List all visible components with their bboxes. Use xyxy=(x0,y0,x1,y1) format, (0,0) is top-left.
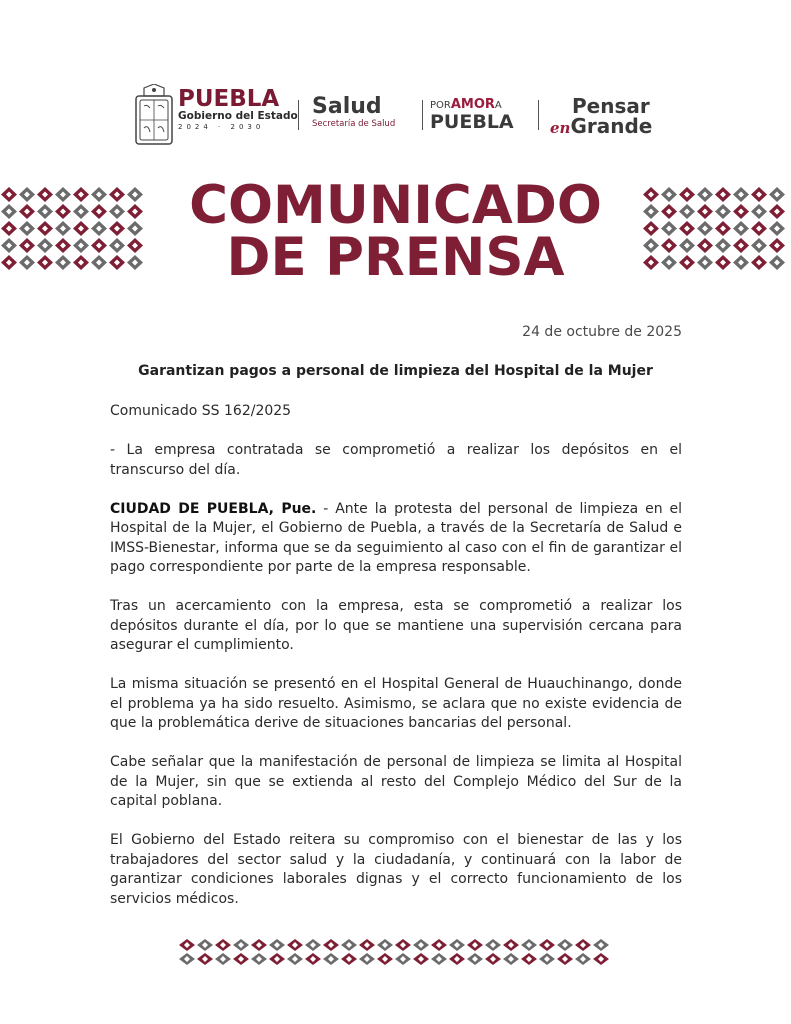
document-body xyxy=(110,402,682,929)
pattern-motif xyxy=(557,953,573,965)
pattern-motif xyxy=(467,953,483,965)
puebla-logo xyxy=(178,88,298,132)
pattern-motif xyxy=(305,939,321,951)
pattern-motif xyxy=(269,939,285,951)
por-amor-a-puebla-logo xyxy=(430,98,514,132)
pattern-motif xyxy=(503,939,519,951)
header-logos xyxy=(130,80,670,150)
pattern-motif xyxy=(539,939,555,951)
title-line1: COMUNICADO xyxy=(189,175,602,236)
pattern-motif xyxy=(521,953,537,965)
pattern-motif xyxy=(575,953,591,965)
puebla-logo-years: 2024 · 2030 xyxy=(178,123,265,131)
pattern-motif xyxy=(215,939,231,951)
puebla-logo-subtitle: Gobierno del Estado xyxy=(178,110,298,122)
pattern-motif xyxy=(431,939,447,951)
pattern-motif xyxy=(503,953,519,965)
summary-bullet: - La empresa contratada se comprometió a realizar los depósitos en el transcurso del día. xyxy=(110,442,682,478)
dateline: CIUDAD DE PUEBLA, Pue. xyxy=(110,500,317,517)
pattern-motif xyxy=(323,953,339,965)
pattern-motif xyxy=(431,953,447,965)
pattern-motif xyxy=(413,953,429,965)
pattern-motif xyxy=(593,953,609,965)
paragraph-4: Cabe señalar que la manifestación de personal de limpieza se limita al Hospital de la Mujer, sin que se extienda al resto del Complejo Médico del Sur de la capital poblana. xyxy=(110,754,682,809)
pattern-motif xyxy=(377,953,393,965)
pensar-line1: Pensar xyxy=(572,94,650,118)
pattern-motif xyxy=(269,953,285,965)
pattern-motif xyxy=(485,939,501,951)
pattern-motif xyxy=(215,953,231,965)
pattern-motif xyxy=(413,939,429,951)
paragraph-1-text: - Ante la protesta del personal de limpieza en el Hospital de la Mujer, el Gobierno de Puebla, a través de la Secretaría de Salud e IMSS-Bienestar, informa que se da seguimiento al caso con el fin de garantizar el pago correspondiente por parte de la empresa responsable. xyxy=(110,500,682,575)
pattern-motif xyxy=(575,939,591,951)
pattern-motif xyxy=(341,953,357,965)
title-line2: DE PRENSA xyxy=(226,227,565,288)
pattern-motif xyxy=(179,939,195,951)
pattern-motif xyxy=(233,939,249,951)
paragraph-2: Tras un acercamiento con la empresa, esta se comprometió a realizar los depósitos durante el día, por lo que se mantiene una supervisión cercana para asegurar el cumplimiento. xyxy=(110,598,682,653)
pattern-motif xyxy=(251,939,267,951)
pattern-motif xyxy=(251,953,267,965)
pattern-motif xyxy=(287,939,303,951)
salud-logo xyxy=(312,96,395,130)
pattern-motif xyxy=(359,939,375,951)
puebla-logo-title: PUEBLA xyxy=(178,86,280,112)
pattern-motif xyxy=(395,939,411,951)
salud-logo-subtitle: Secretaría de Salud xyxy=(312,119,396,129)
logo-divider xyxy=(298,100,299,130)
paragraph-3: La misma situación se presentó en el Hospital General de Huauchinango, donde el problema ya ha sido resuelto. Asimismo, se aclara que no existe evidencia de que la problemática derive de situaciones bancarias del personal. xyxy=(110,676,682,731)
pattern-motif xyxy=(179,953,195,965)
headline: Garantizan pagos a personal de limpieza del Hospital de la Mujer xyxy=(138,363,653,379)
decorative-pattern-bottom xyxy=(178,938,614,966)
pensar-en-grande-logo xyxy=(550,96,652,138)
pattern-motif xyxy=(557,939,573,951)
pattern-motif xyxy=(359,953,375,965)
pattern-motif xyxy=(233,953,249,965)
pattern-motif xyxy=(395,953,411,965)
amor-accent: AMOR xyxy=(450,97,495,112)
pattern-motif xyxy=(197,939,213,951)
press-release-title xyxy=(0,175,791,288)
pattern-motif xyxy=(197,953,213,965)
pattern-motif xyxy=(449,939,465,951)
pattern-motif xyxy=(287,953,303,965)
pattern-motif xyxy=(377,939,393,951)
pattern-motif xyxy=(305,953,321,965)
amor-suffix: A xyxy=(494,100,502,111)
pattern-motif xyxy=(449,953,465,965)
pattern-motif xyxy=(323,939,339,951)
pattern-motif xyxy=(539,953,555,965)
pattern-motif xyxy=(485,953,501,965)
logo-divider xyxy=(422,100,423,130)
pattern-motif xyxy=(521,939,537,951)
pensar-line2: Grande xyxy=(570,114,653,138)
state-seal-icon xyxy=(134,84,174,146)
release-date: 24 de octubre de 2025 xyxy=(522,324,682,340)
paragraph-5: El Gobierno del Estado reitera su compromiso con el bienestar de las y los trabajadores del sector salud y la ciudadanía, y continuará con la labor de garantizar condiciones laborales dignas y el correcto funcionamiento de los servicios médicos. xyxy=(110,832,682,907)
pensar-accent: en xyxy=(550,119,571,137)
pattern-motif xyxy=(341,939,357,951)
amor-prefix: POR xyxy=(430,100,451,111)
logo-divider xyxy=(538,100,539,130)
salud-logo-title: Salud xyxy=(312,94,382,119)
paragraph-1 xyxy=(110,500,682,578)
pattern-motif xyxy=(467,939,483,951)
release-reference: Comunicado SS 162/2025 xyxy=(110,403,292,419)
pattern-motif xyxy=(593,939,609,951)
amor-line2: PUEBLA xyxy=(430,111,514,133)
